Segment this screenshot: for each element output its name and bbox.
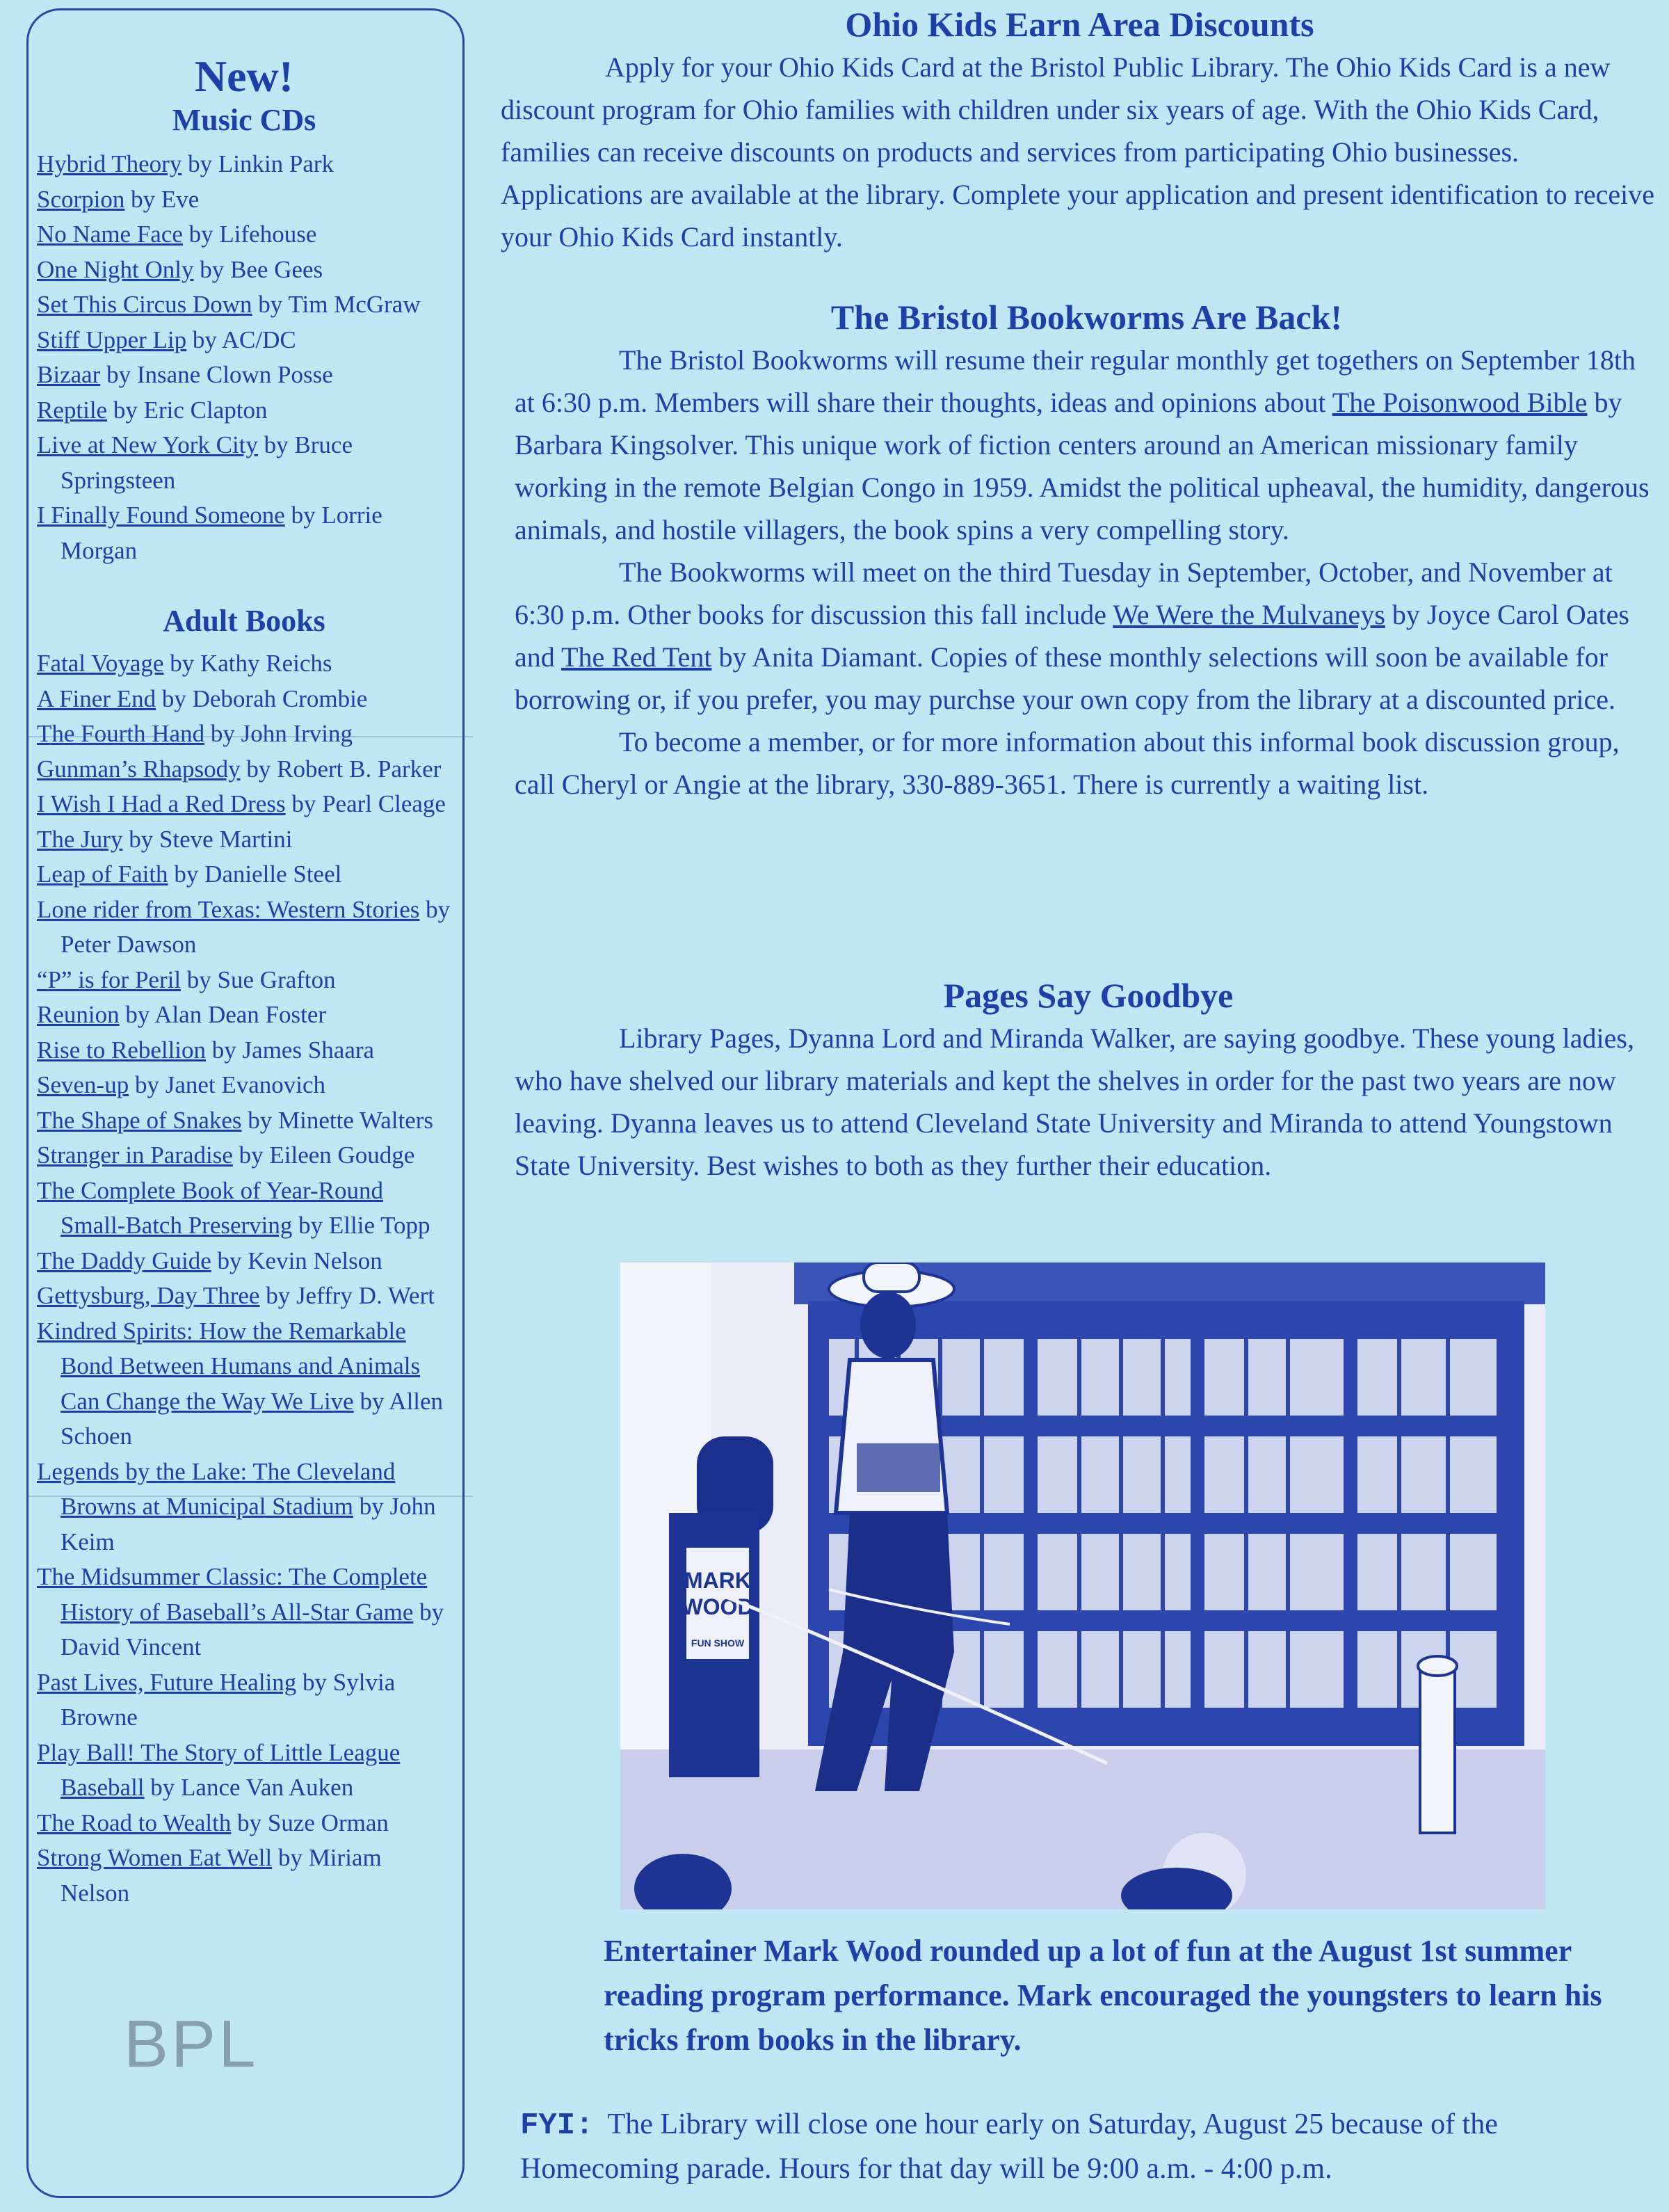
fyi-notice [520, 2103, 1661, 2190]
bookworms-section [515, 296, 1659, 806]
text-run: by Joyce Carol Oates and [515, 599, 1629, 673]
list-item [37, 1806, 451, 1841]
item-author: by Bee Gees [193, 255, 323, 283]
item-title: “P” is for Peril [37, 965, 182, 993]
list-item [37, 1279, 451, 1314]
item-author: by John Irving [204, 720, 353, 747]
text-run: The Bristol Bookworms will resume their regular monthly get togethers on September 18th at 6:30 p.m. Members will share their thoughts, ideas and opinions about [515, 344, 1636, 418]
bpl-watermark: BPL [124, 2007, 259, 2081]
item-author: by James Shaara [206, 1036, 375, 1064]
item-title: Play Ball! The Story of Little League Baseball [37, 1738, 401, 1801]
sign-text-funshow: FUN SHOW [691, 1637, 745, 1649]
list-item [37, 997, 451, 1033]
new-items-sidebar [26, 8, 465, 2198]
item-author: by Allen Schoen [61, 1387, 444, 1450]
photo-caption: Entertainer Mark Wood rounded up a lot of fun at the August 1st summer reading program performance. Mark encouraged the youngsters to learn his tricks from books in the library. [604, 1934, 1602, 2057]
item-title: Set This Circus Down [37, 291, 252, 318]
list-item [37, 1454, 451, 1560]
item-author: by Bruce Springsteen [61, 431, 353, 494]
item-author: by Tim McGraw [252, 291, 421, 318]
text-run: by Barbara Kingsolver. This unique work of fiction centers around an American missionary family working in the remote Belgian Congo in 1959. Amidst the political upheaval, the humidity, dangerous animals, and hostile villagers, the book spins a very compelling story. [515, 387, 1650, 545]
item-title: The Midsummer Classic: The Complete History of Baseball’s All-Star Game [37, 1563, 428, 1626]
sign-text-mark: MARK [684, 1568, 751, 1593]
item-author: by Peter Dawson [61, 895, 451, 958]
list-item [37, 1314, 451, 1454]
item-title: The Complete Book of Year-Round Small-Batch Preserving [37, 1176, 383, 1239]
item-author: by Lorrie Morgan [61, 502, 382, 564]
bookworms-title: The Bristol Bookworms Are Back! [830, 298, 1343, 337]
bookworms-paragraph-2 [515, 551, 1659, 721]
list-item [37, 287, 451, 323]
item-title: Leap of Faith [37, 860, 168, 888]
item-title: I Finally Found Someone [37, 502, 285, 529]
list-item [37, 1244, 451, 1279]
item-author: by Ellie Topp [292, 1212, 430, 1239]
item-author: by Sylvia Browne [61, 1668, 396, 1731]
item-title: Seven-up [37, 1071, 129, 1098]
book-title-mulvaneys: We Were the Mulvaneys [1113, 599, 1385, 630]
list-item [37, 857, 451, 892]
music-cd-list [37, 147, 451, 568]
item-author: by Suze Orman [231, 1809, 389, 1836]
list-item [37, 498, 451, 568]
item-title: Bizaar [37, 361, 101, 388]
item-author: by Eve [124, 185, 200, 213]
list-item [37, 182, 451, 218]
pages-goodbye-section [515, 974, 1662, 1187]
item-author: by Lance Van Auken [144, 1774, 354, 1801]
list-item [37, 428, 451, 498]
ohio-kids-body: Apply for your Ohio Kids Card at the Bristol Public Library. The Ohio Kids Card is a new discount program for Ohio families with children under six years of age. With the Ohio Kids Card, families can receive discounts on products and services from participating Ohio businesses. Applications are available at the library. Complete your application and present identification to receive your Ohio Kids Card instantly. [501, 51, 1655, 253]
list-item [37, 358, 451, 393]
list-item [37, 323, 451, 358]
item-title: No Name Face [37, 221, 183, 248]
text-run: by Anita Diamant. Copies of these monthly selections will soon be available for borrowing or, if you prefer, you may purchse your own copy from the library at a discounted price. [515, 641, 1615, 715]
item-author: by Insane Clown Posse [100, 361, 333, 388]
item-title: The Road to Wealth [37, 1809, 232, 1836]
item-title: Past Lives, Future Healing [37, 1668, 297, 1696]
mark-wood-photo [620, 1263, 1545, 1909]
item-author: by Eileen Goudge [232, 1141, 415, 1169]
sign-text-wood: WOOD [682, 1594, 754, 1619]
item-author: by Eric Clapton [107, 396, 268, 424]
item-title: Stranger in Paradise [37, 1141, 233, 1169]
list-item [37, 1560, 451, 1665]
item-title: The Jury [37, 825, 123, 853]
list-item [37, 1103, 451, 1139]
ohio-kids-title: Ohio Kids Earn Area Discounts [845, 5, 1314, 44]
list-item [37, 822, 451, 858]
pages-goodbye-body: Library Pages, Dyanna Lord and Miranda Walker, are saying goodbye. These young ladies, who have shelved our library materials and kept the shelves in order for the past two years are now leaving. Dyanna leaves us to attend Cleveland State University and Miranda to attend Youngstown State University. Best wishes to both as they further their education. [515, 1023, 1634, 1181]
fyi-label: FYI: [520, 2108, 594, 2143]
item-title: Live at New York City [37, 431, 258, 458]
item-title: Hybrid Theory [37, 150, 182, 177]
list-item [37, 1841, 451, 1911]
list-item [37, 1665, 451, 1736]
item-author: by Lifehouse [182, 221, 317, 248]
list-item [37, 787, 451, 822]
item-author: by Robert B. Parker [240, 755, 442, 783]
book-title-red-tent: The Red Tent [561, 641, 712, 673]
list-item [37, 393, 451, 428]
item-author: by Deborah Crombie [156, 684, 368, 712]
list-item [37, 1736, 451, 1806]
list-item [37, 147, 451, 182]
item-title: Reunion [37, 1001, 120, 1028]
adult-book-list [37, 646, 451, 1911]
item-title: Reptile [37, 396, 108, 424]
list-item [37, 752, 451, 787]
item-title: Gunman’s Rhapsody [37, 755, 241, 783]
item-author: by Jeffry D. Wert [259, 1282, 435, 1309]
list-item [37, 253, 451, 288]
list-item [37, 217, 451, 253]
list-item [37, 646, 451, 682]
item-title: Rise to Rebellion [37, 1036, 207, 1064]
list-item [37, 682, 451, 717]
item-title: Lone rider from Texas: Western Stories [37, 895, 420, 923]
item-title: I Wish I Had a Red Dress [37, 790, 286, 817]
item-title: The Daddy Guide [37, 1247, 211, 1274]
book-title-poisonwood: The Poisonwood Bible [1332, 387, 1588, 418]
item-author: by AC/DC [186, 326, 296, 353]
item-title: Gettysburg, Day Three [37, 1282, 260, 1309]
item-title: Scorpion [37, 185, 125, 213]
item-author: by Sue Grafton [181, 965, 336, 993]
new-label: New! [194, 51, 294, 101]
item-title: Kindred Spirits: How the Remarkable Bond Between Humans and Animals Can Change the Way We Live [37, 1317, 421, 1415]
fyi-text: The Library will close one hour early on Saturday, August 25 because of the Homecoming parade. Hours for that day will be 9:00 a.m. - 4:00 p.m. [520, 2108, 1498, 2185]
item-author: by Linkin Park [182, 150, 334, 177]
item-title: Fatal Voyage [37, 650, 164, 677]
music-cds-heading: Music CDs [172, 103, 316, 137]
list-item [37, 716, 451, 752]
item-title: A Finer End [37, 684, 156, 712]
item-author: by Kathy Reichs [163, 650, 332, 677]
list-item [37, 1033, 451, 1068]
adult-books-heading: Adult Books [163, 604, 325, 638]
item-author: by John Keim [61, 1493, 436, 1555]
item-author: by Miriam Nelson [61, 1844, 382, 1907]
list-item [37, 892, 451, 963]
bookworms-paragraph-1 [515, 339, 1659, 551]
item-title: One Night Only [37, 255, 194, 283]
item-title: The Fourth Hand [37, 720, 205, 747]
bookworms-paragraph-3: To become a member, or for more information about this informal book discussion group, call Cheryl or Angie at the library, 330-889-3651. There is currently a waiting list. [515, 726, 1620, 800]
list-item [37, 1068, 451, 1103]
photo-illustration [620, 1263, 1545, 1909]
item-author: by Steve Martini [122, 825, 293, 853]
item-author: by Minette Walters [241, 1106, 434, 1134]
list-item [37, 963, 451, 998]
item-author: by Alan Dean Foster [119, 1001, 327, 1028]
item-title: Legends by the Lake: The Cleveland Browns at Municipal Stadium [37, 1457, 396, 1520]
item-title: The Shape of Snakes [37, 1106, 242, 1134]
ohio-kids-section [501, 0, 1659, 258]
item-title: Stiff Upper Lip [37, 326, 187, 353]
list-item [37, 1138, 451, 1173]
item-author: by David Vincent [61, 1598, 444, 1660]
text-run: The Bookworms will meet on the third Tuesday in September, October, and November at 6:30 p.m. Other books for discussion this fall include [515, 556, 1613, 630]
item-author: by Pearl Cleage [285, 790, 446, 817]
list-item [37, 1173, 451, 1244]
item-author: by Janet Evanovich [129, 1071, 326, 1098]
item-author: by Danielle Steel [168, 860, 342, 888]
item-title: Strong Women Eat Well [37, 1844, 273, 1871]
item-author: by Kevin Nelson [211, 1247, 382, 1274]
pages-goodbye-title: Pages Say Goodbye [943, 976, 1234, 1015]
